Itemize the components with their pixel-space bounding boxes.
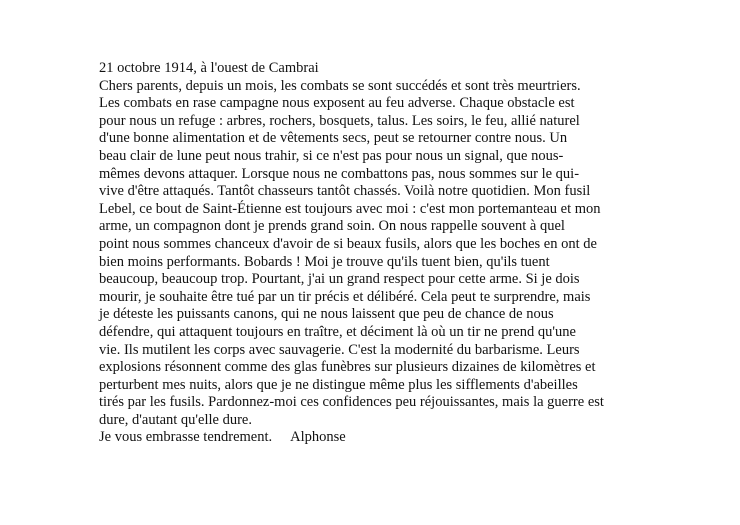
signature-text: Alphonse: [290, 429, 346, 446]
body-line: Chers parents, depuis un mois, les combats se sont succédés et sont très meurtriers.: [99, 77, 581, 94]
body-line: dure, d'autant qu'elle dure.: [99, 411, 252, 428]
body-line: vive d'être attaqués. Tantôt chasseurs tantôt chassés. Voilà notre quotidien. Mon fusil: [99, 183, 591, 200]
body-line: point nous sommes chanceux d'avoir de si beaux fusils, alors que les boches en ont de: [99, 235, 597, 252]
date-line: 21 octobre 1914, à l'ouest de Cambrai: [99, 60, 319, 76]
body-line: Les combats en rase campagne nous exposent au feu adverse. Chaque obstacle est: [99, 95, 575, 112]
body-line: d'une bonne alimentation et de vêtements secs, peut se retourner contre nous. Un: [99, 130, 568, 147]
body-line: vie. Ils mutilent les corps avec sauvagerie. C'est la modernité du barbarisme. Leurs: [99, 341, 580, 358]
body-line: perturbent mes nuits, alors que je ne distingue même plus les sifflements d'abeilles: [99, 376, 578, 393]
body-line: tirés par les fusils. Pardonnez-moi ces confidences peu réjouissantes, mais la guerre est: [99, 394, 604, 411]
body-line: bien moins performants. Bobards ! Moi je trouve qu'ils tuent bien, qu'ils tuent: [99, 253, 550, 270]
body-line: beaucoup, beaucoup trop. Pourtant, j'ai un grand respect pour cette arme. Si je dois: [99, 271, 580, 288]
body-line: explosions résonnent comme des glas funèbres sur plusieurs dizaines de kilomètres et: [99, 359, 596, 376]
body-line: pour nous un refuge : arbres, rochers, bosquets, talus. Les soirs, le feu, allié naturel: [99, 112, 580, 129]
body-line: beau clair de lune peut nous trahir, si ce n'est pas pour nous un signal, que nous-: [99, 147, 564, 164]
body-line: arme, un compagnon dont je prends grand soin. On nous rappelle souvent à quel: [99, 218, 565, 235]
body-line: je déteste les puissants canons, qui ne nous laissent que peu de chance de nous: [99, 306, 554, 323]
signoff-line: [99, 429, 659, 447]
body-line: mêmes devons attaquer. Lorsque nous ne combattons pas, nous sommes sur le qui-: [99, 165, 580, 182]
body-line: Lebel, ce bout de Saint-Étienne est toujours avec moi : c'est mon portemanteau et mon: [99, 200, 601, 217]
body-line: défendre, qui attaquent toujours en traître, et déciment là où un tir ne prend qu'une: [99, 323, 576, 340]
body-line: mourir, je souhaite être tué par un tir précis et délibéré. Cela peut te surprendre, mais: [99, 288, 591, 305]
closing-text: Je vous embrasse tendrement.: [99, 429, 273, 446]
letter-text: [99, 60, 659, 447]
